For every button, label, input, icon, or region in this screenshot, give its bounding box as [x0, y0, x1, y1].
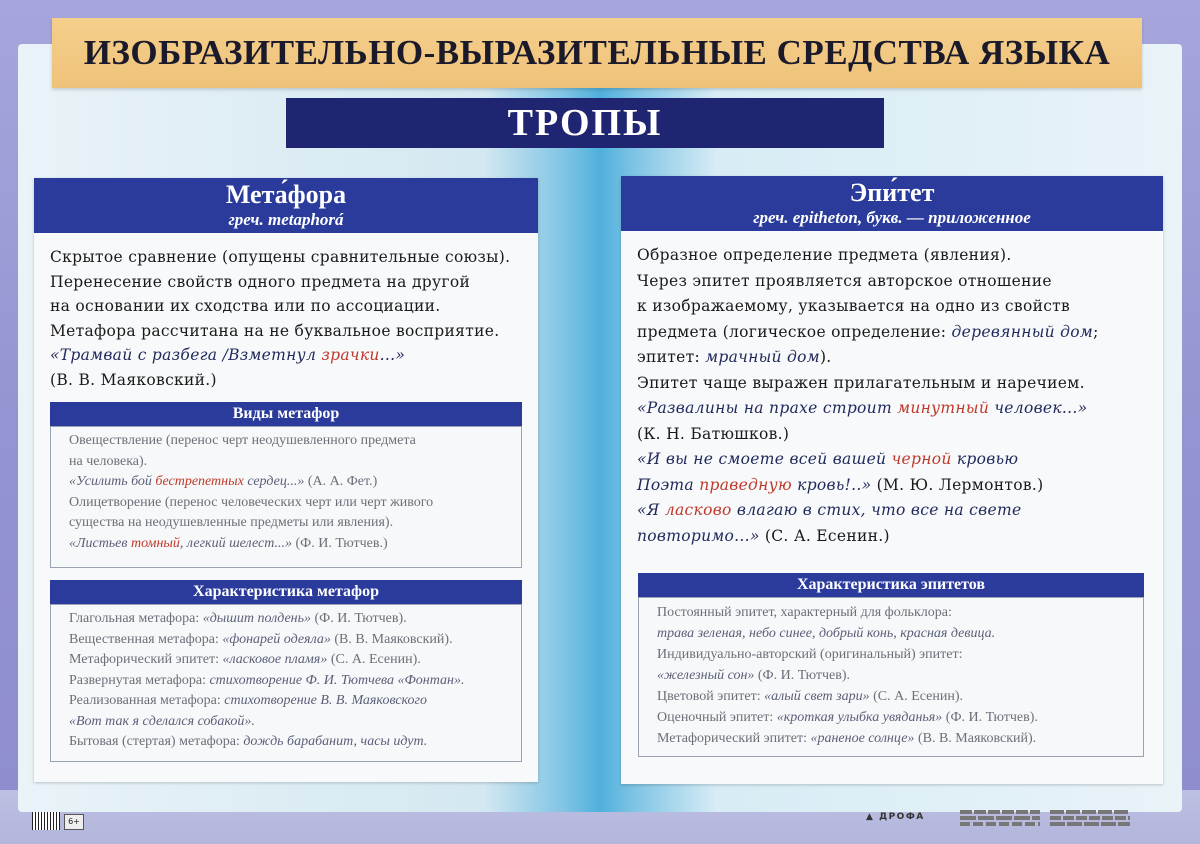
row-label: Бытовая (стертая) метафора:: [69, 734, 244, 749]
metaphor-characteristics-box: [50, 604, 522, 762]
quote-text: «Трамвай с разбега /Взметнул: [50, 346, 322, 364]
section-banner: [286, 98, 884, 148]
characteristic-line: [657, 686, 1133, 707]
example-quote: [637, 473, 1147, 499]
type-example: [69, 534, 511, 555]
line-author: (Ф. И. Тютчев).: [942, 710, 1038, 725]
characteristic-line: Постоянный эпитет, характерный для фольклора:: [657, 605, 952, 620]
row-author: (С. А. Есенин).: [327, 652, 421, 667]
epithet-characteristics-box: [638, 597, 1144, 757]
row-author: (Ф. И. Тютчев).: [311, 611, 407, 626]
definition-line: [637, 320, 1147, 346]
quote-highlight: зрачки: [321, 346, 380, 364]
characteristic-line: Индивидуально-авторский (оригинальный) эпитет:: [657, 647, 963, 662]
publisher-logo: [866, 812, 925, 822]
quote-text: «Я: [637, 501, 665, 519]
line-text: эпитет:: [637, 348, 706, 366]
epithet-origin: греч. epitheton, букв. — приложенное: [753, 208, 1031, 227]
row-label: Метафорический эпитет:: [69, 652, 223, 667]
quote-author: (В. В. Маяковский.): [50, 370, 217, 389]
quote-author: (К. Н. Батюшков.): [637, 424, 790, 443]
characteristic-row: [69, 712, 511, 733]
quote-text: кровью: [951, 450, 1019, 468]
quote-author: (С. А. Есенин.): [759, 526, 890, 545]
definition-line: Скрытое сравнение (опущены сравнительные союзы).: [50, 248, 511, 266]
quote-text: сердец...»: [243, 474, 305, 489]
metaphor-definition: [34, 233, 538, 392]
type-line: существа на неодушевленные предметы или явления).: [69, 515, 394, 530]
line-text: предмета (логическое определение:: [637, 322, 952, 341]
metaphor-types-box: [50, 426, 522, 568]
type-line: на человека).: [69, 453, 148, 469]
quote-highlight: праведную: [699, 475, 792, 494]
row-example: «дышит полдень»: [202, 611, 311, 626]
definition-line: [637, 345, 1147, 371]
row-example: «Вот так я сделался собакой».: [69, 713, 255, 729]
characteristic-row: [69, 609, 511, 630]
quote-text: «Усилить бой: [69, 474, 156, 489]
line-author: (Ф. И. Тютчев).: [754, 668, 850, 683]
row-example: стихотворение В. В. Маяковского: [224, 693, 428, 708]
line-label: Метафорический эпитет:: [657, 731, 811, 746]
characteristic-row: [69, 630, 511, 651]
row-label: Развернутая метафора:: [69, 672, 210, 688]
quote-text: кровь!..»: [791, 475, 872, 494]
characteristic-row: [69, 650, 511, 671]
line-example: «железный сон»: [657, 668, 755, 683]
quote-author: (А. А. Фет.): [304, 474, 378, 489]
quote-text: повторимо...»: [637, 526, 760, 545]
quote-highlight: минутный: [897, 399, 990, 417]
epithet-characteristics-heading: Характеристика эпитетов: [638, 573, 1144, 597]
line-example: «кроткая улыбка увяданья»: [776, 710, 943, 725]
example-quote: [50, 343, 522, 368]
line-text: ).: [819, 348, 832, 366]
publisher-name: ДРОФА: [879, 812, 925, 822]
metaphor-header: [34, 178, 538, 233]
characteristic-example: трава зеленая, небо синее, добрый конь, красная девица.: [657, 626, 996, 641]
quote-author: (Ф. И. Тютчев.): [292, 535, 388, 551]
line-label: Цветовой эпитет:: [657, 689, 765, 704]
row-label: Вещественная метафора:: [69, 631, 223, 647]
imprint-block: [1050, 810, 1130, 826]
metaphor-heading: Мета́фора: [225, 180, 347, 209]
quote-highlight: ласково: [664, 501, 732, 519]
quote-text: «И вы не смоете всей вашей: [637, 450, 892, 468]
quote-text: человек...»: [989, 399, 1088, 417]
example-quote: [637, 447, 1147, 473]
age-rating-badge: 6+: [64, 814, 84, 830]
characteristic-line: [657, 707, 1133, 728]
row-label: Реализованная метафора:: [69, 693, 225, 708]
page-title: ИЗОБРАЗИТЕЛЬНО-ВЫРАЗИТЕЛЬНЫЕ СРЕДСТВА ЯЗЫКА: [83, 33, 1111, 72]
section-title: ТРОПЫ: [507, 102, 663, 144]
quote-text: влагаю в стих, что все на свете: [731, 501, 1022, 519]
characteristic-line: [657, 665, 1133, 686]
characteristic-row: [69, 671, 511, 692]
row-example: «фонарей одеяла»: [222, 631, 331, 647]
row-example: дождь барабанит, часы идут.: [243, 734, 428, 749]
characteristic-row: [69, 691, 511, 712]
metaphor-origin: греч. metaphorá: [228, 210, 344, 229]
example-quote: [637, 498, 1147, 524]
definition-line: Перенесение свойств одного предмета на другой: [50, 272, 471, 291]
row-author: (В. В. Маяковский).: [330, 631, 453, 647]
metaphor-types-heading: Виды метафор: [50, 402, 522, 426]
quote-author: (М. Ю. Лермонтов.): [871, 475, 1044, 494]
line-text: ;: [1093, 322, 1099, 341]
line-author: (В. В. Маяковский).: [914, 731, 1037, 746]
imprint-block: [960, 810, 1040, 826]
type-line: Овеществление (перенос черт неодушевленного предмета: [69, 433, 416, 448]
row-label: Глагольная метафора:: [69, 611, 203, 626]
quote-text: Поэта: [637, 475, 700, 494]
type-example: [69, 472, 511, 493]
example-quote: [637, 396, 1147, 422]
line-example: «алый свет зари»: [764, 689, 870, 704]
quote-highlight: бестрепетных: [155, 474, 244, 489]
line-example: «раненое солнце»: [810, 731, 915, 746]
epithet-definition: [621, 231, 1163, 549]
quote-text: ...»: [379, 346, 406, 364]
metaphor-characteristics-heading: Характеристика метафор: [50, 580, 522, 604]
quote-text: «Листьев: [69, 535, 131, 551]
line-example: мрачный дом: [705, 348, 820, 366]
definition-line: к изображаемому, указывается на одно из свойств: [637, 297, 1071, 315]
example-quote: [637, 524, 1147, 550]
characteristic-line: [657, 728, 1133, 749]
definition-line: Метафора рассчитана на не буквальное восприятие.: [50, 321, 500, 340]
line-example: деревянный дом: [951, 322, 1094, 341]
definition-line: Образное определение предмета (явления).: [637, 246, 1012, 264]
publisher-mark-icon: ▲: [866, 812, 875, 822]
row-example: стихотворение Ф. И. Тютчева «Фонтан».: [209, 672, 465, 688]
row-example: «ласковое пламя»: [222, 652, 328, 667]
definition-line: на основании их сходства или по ассоциации.: [50, 297, 441, 315]
line-author: (С. А. Есенин).: [869, 689, 964, 704]
quote-text: «Развалины на прахе строит: [637, 399, 898, 417]
characteristic-row: [69, 732, 511, 753]
definition-line: Эпитет чаще выражен прилагательным и наречием.: [637, 373, 1085, 392]
epithet-header: [621, 176, 1163, 231]
quote-text: , легкий шелест...»: [179, 535, 293, 551]
definition-line: Через эпитет проявляется авторское отношение: [637, 271, 1052, 290]
line-label: Оценочный эпитет:: [657, 710, 777, 725]
type-line: Олицетворение (перенос человеческих черт или черт живого: [69, 494, 434, 510]
barcode: [32, 812, 60, 830]
title-banner: [52, 18, 1142, 88]
quote-highlight: томный: [130, 535, 180, 551]
quote-highlight: черной: [891, 450, 952, 468]
epithet-heading: Эпи́тет: [849, 178, 935, 207]
